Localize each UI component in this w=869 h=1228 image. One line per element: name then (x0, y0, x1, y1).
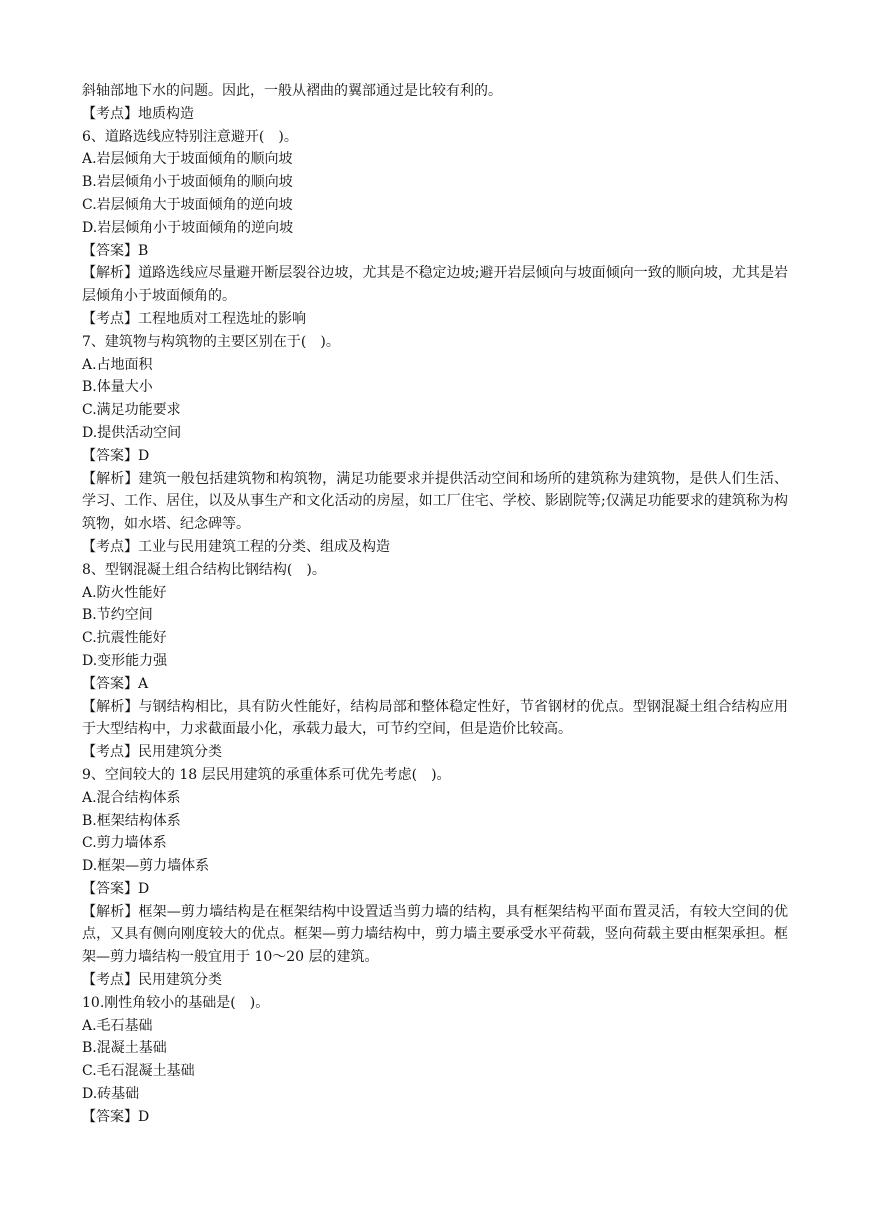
question-7-option-a: A.占地面积 (82, 356, 153, 373)
question-10 (82, 992, 788, 1129)
question-8-answer: 【答案】A (82, 675, 149, 692)
document-page (82, 80, 788, 1129)
question-9-topic: 【考点】民用建筑分类 (82, 972, 222, 989)
question-10-option-d: D.砖基础 (82, 1086, 140, 1103)
question-7-option-d: D.提供活动空间 (82, 424, 182, 441)
question-7-option-c: C.满足功能要求 (82, 402, 181, 419)
question-8-topic: 【考点】民用建筑分类 (82, 744, 222, 761)
question-9-option-c: C.剪力墙体系 (82, 835, 167, 852)
question-10-option-a: A.毛石基础 (82, 1017, 153, 1034)
question-8-analysis: 【解析】与钢结构相比，具有防火性能好，结构局部和整体稳定性好，节省钢材的优点。型钢混凝土组合结构应用于大型结构中，力求截面最小化，承载力最大，可节约空间，但是造价比较高。 (82, 698, 788, 738)
question-9-analysis: 【解析】框架—剪力墙结构是在框架结构中设置适当剪力墙的结构，具有框架结构平面布置灵活，有较大空间的优点，又具有侧向刚度较大的优点。框架—剪力墙结构中，剪力墙主要承受水平荷载，竖向荷载主要由框架承担。框架—剪力墙结构一般宜用于 10～20 层的建筑。 (82, 903, 788, 966)
question-8-option-a: A.防火性能好 (82, 584, 167, 601)
question-6-option-a: A.岩层倾角大于坡面倾角的顺向坡 (82, 151, 293, 168)
question-7-topic: 【考点】工业与民用建筑工程的分类、组成及构造 (82, 538, 390, 555)
question-8-option-b: B.节约空间 (82, 607, 153, 624)
question-10-option-c: C.毛石混凝土基础 (82, 1063, 195, 1080)
question-9-option-a: A.混合结构体系 (82, 789, 181, 806)
question-6-stem: 6、道路选线应特别注意避开( )。 (82, 128, 298, 145)
question-6-analysis: 【解析】道路选线应尽量避开断层裂谷边坡，尤其是不稳定边坡;避开岩层倾向与坡面倾向一致的顺向坡，尤其是岩层倾角小于坡面倾角的。 (82, 265, 788, 305)
question-10-stem: 10.刚性角较小的基础是( )。 (82, 994, 270, 1011)
question-7-stem: 7、建筑物与构筑物的主要区别在于( )。 (82, 333, 340, 350)
question-9 (82, 764, 788, 992)
question-6-option-c: C.岩层倾角大于坡面倾角的逆向坡 (82, 196, 293, 213)
question-6 (82, 126, 788, 331)
question-9-answer: 【答案】D (82, 880, 150, 897)
intro-topic: 【考点】地质构造 (82, 105, 194, 122)
question-8-option-d: D.变形能力强 (82, 652, 168, 669)
question-8 (82, 559, 788, 764)
question-6-answer: 【答案】B (82, 242, 149, 259)
question-8-option-c: C.抗震性能好 (82, 630, 167, 647)
question-10-option-b: B.混凝土基础 (82, 1040, 167, 1057)
question-7-analysis: 【解析】建筑一般包括建筑物和构筑物，满足功能要求并提供活动空间和场所的建筑称为建筑物，是供人们生活、学习、工作、居住，以及从事生产和文化活动的房屋，如工厂住宅、学校、影剧院等;仅满足功能要求的建筑称为构筑物，如水塔、纪念碑等。 (82, 470, 788, 533)
question-8-stem: 8、型钢混凝土组合结构比钢结构( )。 (82, 561, 326, 578)
question-9-option-d: D.框架—剪力墙体系 (82, 858, 210, 875)
question-7-answer: 【答案】D (82, 447, 150, 464)
question-9-stem: 9、空间较大的 18 层民用建筑的承重体系可优先考虑( )。 (82, 766, 451, 783)
question-6-option-b: B.岩层倾角小于坡面倾角的顺向坡 (82, 174, 293, 191)
question-9-option-b: B.框架结构体系 (82, 812, 181, 829)
question-10-answer: 【答案】D (82, 1108, 150, 1125)
intro-text: 斜轴部地下水的问题。因此，一般从褶曲的翼部通过是比较有利的。 (82, 83, 502, 99)
question-6-topic: 【考点】工程地质对工程选址的影响 (82, 310, 306, 327)
question-7-option-b: B.体量大小 (82, 379, 153, 396)
question-6-option-d: D.岩层倾角小于坡面倾角的逆向坡 (82, 219, 294, 236)
question-7 (82, 331, 788, 559)
